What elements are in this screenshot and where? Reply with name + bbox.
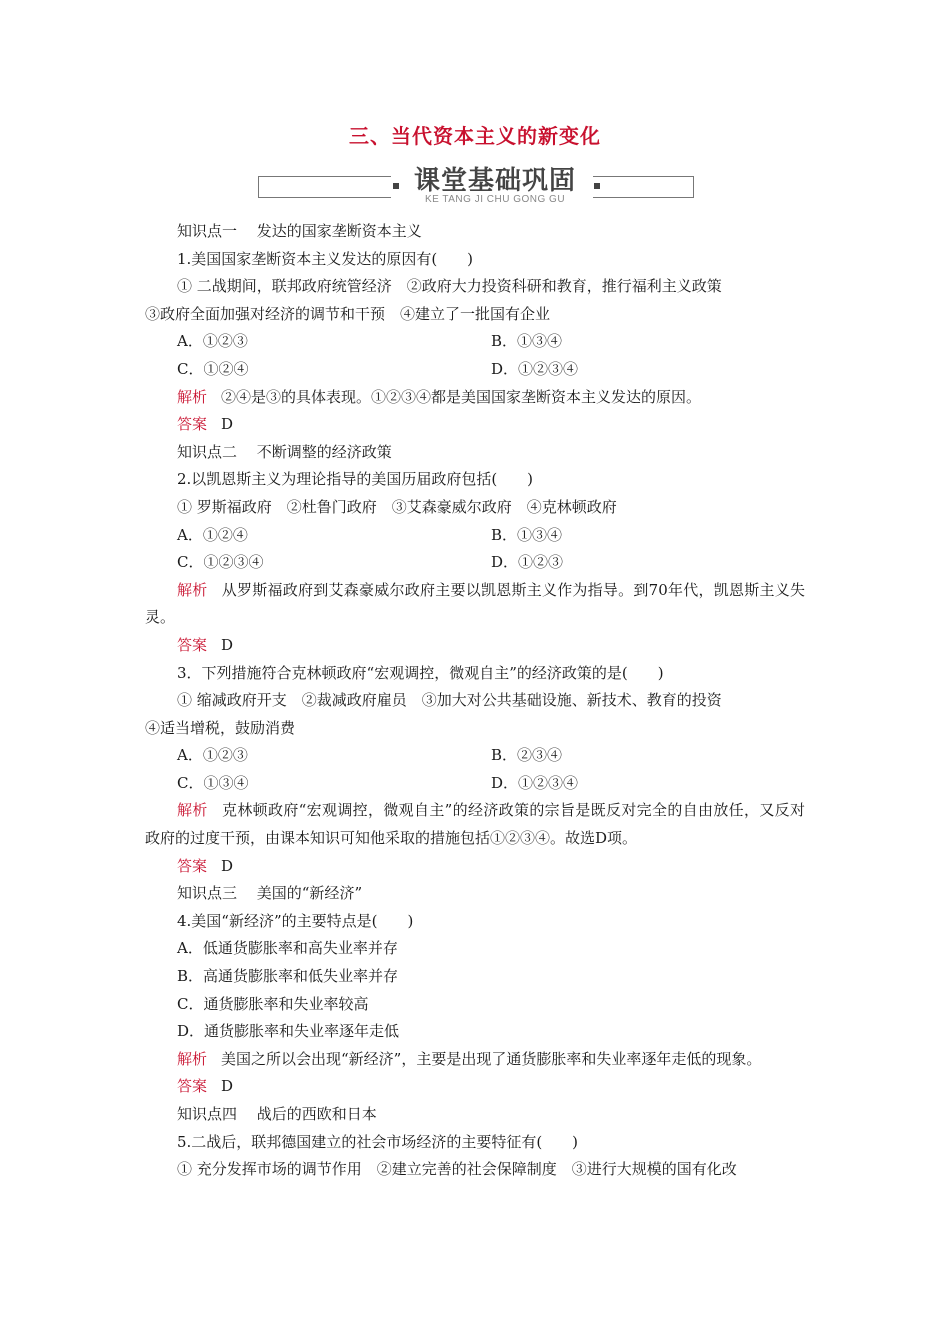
option-d: D．通货膨胀率和失业率逐年走低 — [177, 1022, 400, 1041]
question-content — [145, 218, 805, 1184]
page-title: 三、当代资本主义的新变化 — [349, 124, 601, 148]
options-row — [145, 522, 805, 550]
answer-value: D — [221, 415, 234, 434]
knowledge-point: 知识点二 不断调整的经济政策 — [177, 442, 392, 461]
option-b: B．②③④ — [491, 746, 563, 765]
option-c: C．①②③④ — [177, 553, 264, 572]
banner-square-icon — [594, 183, 600, 189]
option-d: D．①②③ — [491, 553, 564, 572]
answer — [145, 411, 805, 439]
question-text: ① 二战期间，联邦政府统管经济 ②政府大力投资科研和教育，推行福利主义政策 — [177, 277, 722, 296]
analysis-label: 解析 — [177, 387, 208, 406]
option-a: A．低通货膨胀率和高失业率并存 — [177, 939, 398, 958]
banner-frame-left — [258, 176, 391, 198]
option-b: B．①③④ — [491, 525, 563, 544]
analysis — [145, 1046, 805, 1074]
question-text: ④适当增税，鼓励消费 — [145, 718, 296, 737]
options-row — [145, 328, 805, 356]
question-stem: 4.美国“新经济”的主要特点是( ) — [177, 911, 414, 930]
banner-square-icon — [393, 183, 399, 189]
answer-label: 答案 — [177, 635, 208, 654]
question-text: ① 缩减政府开支 ②裁减政府雇员 ③加大对公共基础设施、新技术、教育的投资 — [177, 691, 722, 710]
answer — [145, 853, 805, 881]
banner-subtitle: KE TANG JI CHU GONG GU — [424, 194, 566, 205]
options-row — [145, 770, 805, 798]
question-stem: 1.美国国家垄断资本主义发达的原因有( ) — [177, 249, 474, 268]
analysis — [145, 797, 805, 852]
option-c: C．通货膨胀率和失业率较高 — [177, 994, 369, 1013]
answer — [145, 632, 805, 660]
knowledge-point: 知识点四 战后的西欧和日本 — [177, 1105, 377, 1123]
options-row — [145, 549, 805, 577]
options-row — [145, 356, 805, 384]
option-a: A．①②③ — [177, 332, 248, 351]
option-d: D．①②③④ — [491, 359, 579, 378]
options-row — [145, 742, 805, 770]
analysis-label: 解析 — [177, 801, 208, 820]
option-c: C．①③④ — [177, 773, 249, 792]
analysis — [145, 384, 805, 412]
banner-frame-right — [593, 176, 694, 198]
option-a: A．①②③ — [177, 746, 248, 765]
analysis-label: 解析 — [177, 1049, 208, 1068]
option-b: B．①③④ — [491, 332, 563, 351]
question-text: ① 充分发挥市场的调节作用 ②建立完善的社会保障制度 ③进行大规模的国有化改 — [177, 1160, 737, 1179]
question-stem: 2.以凯恩斯主义为理论指导的美国历届政府包括( ) — [177, 470, 534, 489]
answer-label: 答案 — [177, 415, 208, 434]
knowledge-point: 知识点一 发达的国家垄断资本主义 — [177, 222, 422, 240]
analysis-text: ②④是③的具体表现。①②③④都是美国国家垄断资本主义发达的原因。 — [221, 387, 702, 406]
option-d: D．①②③④ — [491, 773, 579, 792]
knowledge-point: 知识点三 美国的“新经济” — [177, 884, 363, 903]
analysis-label: 解析 — [177, 580, 208, 599]
analysis-text: 美国之所以会出现“新经济”，主要是出现了通货膨胀率和失业率逐年走低的现象。 — [221, 1049, 762, 1068]
analysis — [145, 577, 805, 632]
question-text: ③政府全面加强对经济的调节和干预 ④建立了一批国有企业 — [145, 304, 551, 323]
question-stem: 3．下列措施符合克林顿政府“宏观调控，微观自主”的经济政策的是( ) — [177, 663, 664, 682]
answer-value: D — [221, 856, 234, 875]
answer — [145, 1073, 805, 1101]
question-stem: 5.二战后，联邦德国建立的社会市场经济的主要特征有( ) — [177, 1132, 579, 1151]
analysis-text: 克林顿政府“宏观调控，微观自主”的经济政策的宗旨是既反对完全的自由放任，又反对政府的过度干预，由课本知识可知他采取的措施包括①②③④。故选D项。 — [145, 801, 805, 848]
answer-label: 答案 — [177, 856, 208, 875]
answer-label: 答案 — [177, 1077, 208, 1096]
option-a: A．①②④ — [177, 525, 248, 544]
option-b: B．高通货膨胀率和低失业率并存 — [177, 967, 399, 986]
section-banner — [258, 160, 694, 212]
analysis-text: 从罗斯福政府到艾森豪威尔政府主要以凯恩斯主义作为指导。到70年代，凯恩斯主义失灵。 — [145, 580, 805, 627]
answer-value: D — [221, 635, 234, 654]
answer-value: D — [221, 1077, 234, 1096]
question-text: ① 罗斯福政府 ②杜鲁门政府 ③艾森豪威尔政府 ④克林顿政府 — [177, 497, 617, 516]
option-c: C．①②④ — [177, 359, 249, 378]
banner-heading: 课堂基础巩固 — [400, 160, 590, 197]
